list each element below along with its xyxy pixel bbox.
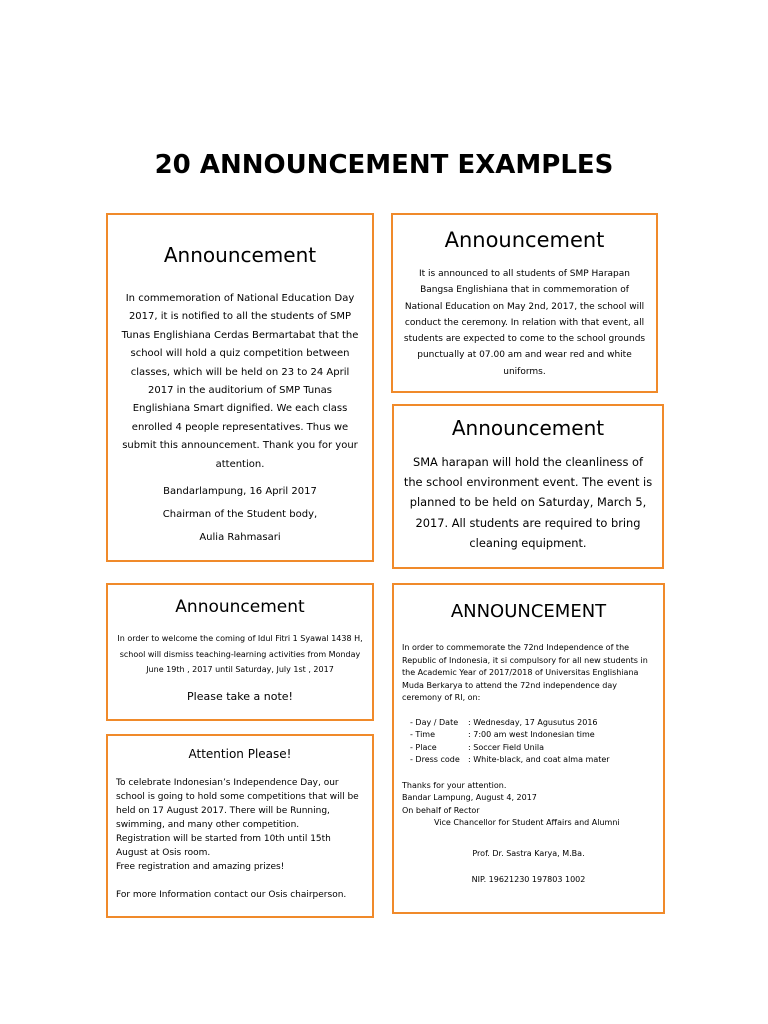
detail-value: : White-black, and coat alma mater	[468, 755, 610, 764]
announcement-box-5	[106, 734, 374, 918]
box-2-body: It is announced to all students of SMP Harapan Bangsa Englishiana that in commemoration of National Education on May 2nd, 2017, the school will conduct the ceremony. In relation with that event, all students are expected to come to the school grounds punctually at 07.00 am and wear red and white uniforms.	[403, 269, 646, 377]
box-6-intro: In order to commemorate the 72nd Independence of the Republic of Indonesia, it si compulsory for all new students in the Academic Year of 2017/2018 of Universitas Englishiana Muda Berkarya to attend the 72nd independence day ceremony of RI, on:	[402, 643, 648, 702]
box-1-place-date: Bandarlampung, 16 April 2017	[163, 486, 317, 498]
box-6-closing	[402, 780, 655, 830]
box-4-title: Announcement	[175, 597, 305, 617]
box-1-role: Chairman of the Student body,	[162, 509, 318, 521]
box-6-nip: NIP. 19621230 197803 1002	[471, 875, 586, 884]
box-5-line-4: For more Information contact our Osis chairperson.	[116, 890, 347, 900]
detail-value: : Wednesday, 17 Agusutus 2016	[468, 717, 598, 727]
box-6-body	[402, 642, 655, 887]
box-6-place-date: Bandar Lampung, August 4, 2017	[402, 793, 537, 802]
box-2-title: Announcement	[444, 228, 605, 252]
box-5-title: Attention Please!	[188, 747, 292, 761]
box-3-title: Announcement	[451, 416, 605, 440]
box-6-behalf: On behalf of Rector	[402, 805, 480, 815]
box-5-body	[116, 776, 364, 902]
detail-label: - Time	[410, 730, 436, 739]
box-1-signature-name: Aulia Rahmasari	[199, 532, 281, 544]
detail-row	[410, 754, 655, 767]
announcement-box-6	[392, 583, 665, 914]
detail-row	[410, 717, 655, 730]
announcement-box-1	[106, 213, 374, 562]
detail-row	[410, 729, 655, 742]
box-4-note: Please take a note!	[187, 689, 293, 703]
box-5-line-2: Registration will be started from 10th until 15th August at Osis room.	[116, 834, 331, 858]
detail-row	[410, 742, 655, 755]
box-1-body: In commemoration of National Education Day 2017, it is notified to all the students of SMP Tunas Englishiana Cerdas Bermartabat that the school will hold a quiz competition between classes, which will be held on 23 to 24 April 2017 in the auditorium of SMP Tunas Englishiana Smart dignified. We each class enrolled 4 people representatives. Thus we submit this announcement. Thank you for your attention.	[121, 293, 359, 470]
box-6-signature-name: Prof. Dr. Sastra Karya, M.Ba.	[472, 848, 585, 858]
detail-label: - Place	[410, 742, 437, 752]
box-5-line-3: Free registration and amazing prizes!	[116, 862, 285, 872]
box-3-body: SMA harapan will hold the cleanliness of the school environment event. The event is planned to be held on Saturday, March 5, 2017. All students are required to bring cleaning equipment.	[403, 455, 653, 550]
detail-value: : Soccer Field Unila	[468, 742, 545, 752]
box-1-title: Announcement	[163, 243, 317, 267]
announcement-box-4	[106, 583, 374, 721]
announcement-box-3	[392, 404, 664, 569]
box-6-position: Vice Chancellor for Student Affairs and Alumni	[434, 818, 620, 827]
box-6-details	[410, 717, 655, 767]
box-5-line-1: To celebrate Indonesian’s Independence Day, our school is going to hold some competitions that will be held on 17 August 2017. There will be Running, swimming, and many other competition.	[116, 778, 359, 830]
page-title: 20 ANNOUNCEMENT EXAMPLES	[154, 150, 614, 180]
detail-label: - Dress code	[410, 755, 460, 764]
box-6-title: ANNOUNCEMENT	[450, 601, 607, 622]
box-6-thanks: Thanks for your attention.	[402, 780, 507, 790]
detail-label: - Day / Date	[410, 717, 459, 727]
box-4-body: In order to welcome the coming of Idul Fitri 1 Syawal 1438 H, school will dismiss teaching-learning activities from Monday June 19th , 2017 until Saturday, July 1st , 2017	[117, 634, 363, 674]
detail-value: : 7:00 am west Indonesian time	[468, 730, 595, 739]
announcement-box-2	[391, 213, 658, 393]
